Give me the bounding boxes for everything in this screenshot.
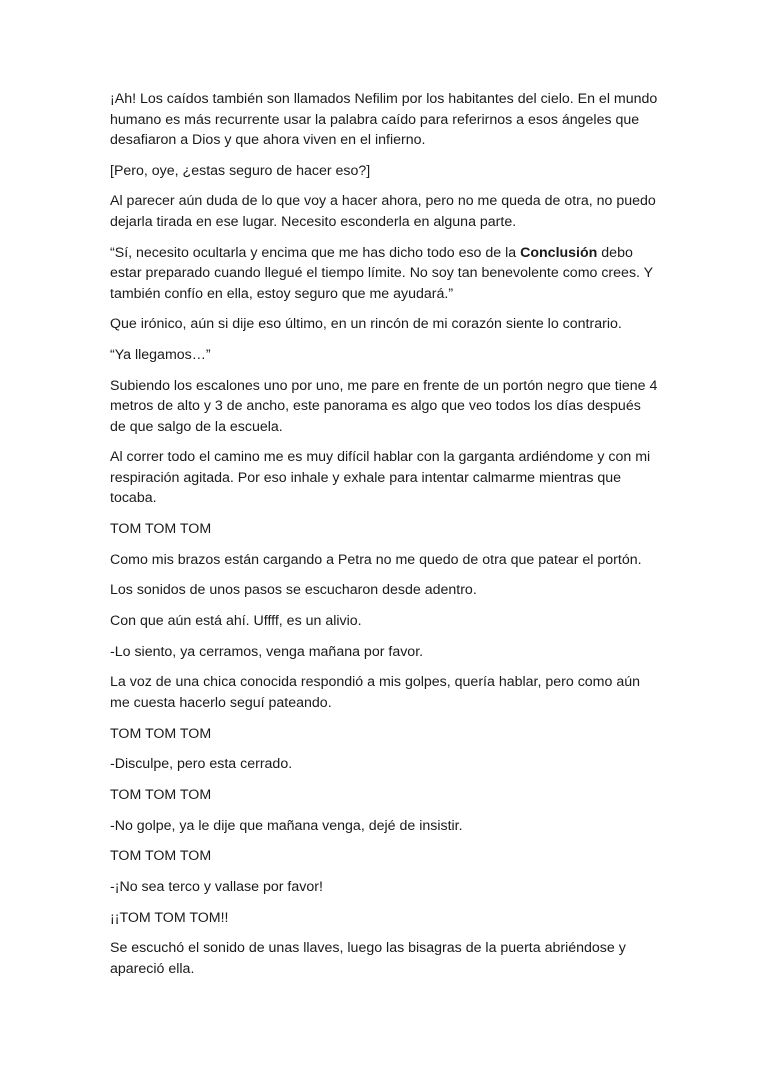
paragraph-text: “Sí, necesito ocultarla y encima que me has dicho todo eso de la [110,244,521,261]
paragraph: TOM TOM TOM [110,521,212,537]
paragraph: La voz de una chica conocida respondió a mis golpes, quería hablar, pero como aún me cuesta hacerlo seguí pateando. [110,674,641,711]
paragraph: [Pero, oye, ¿estas seguro de hacer eso?] [110,162,371,179]
paragraph: Se escuchó el sonido de unas llaves, luego las bisagras de la puerta abriéndose y apareció ella. [110,940,626,977]
paragraph: -¡No sea terco y vallase por favor! [110,879,323,896]
paragraph: Los sonidos de unos pasos se escucharon desde adentro. [110,582,477,599]
paragraph: -No golpe, ya le dije que mañana venga, dejé de insistir. [110,817,463,834]
paragraph: TOM TOM TOM [110,848,212,865]
paragraph: Que irónico, aún si dije eso último, en un rincón de mi corazón siente lo contrario. [110,316,622,333]
paragraph: Al correr todo el camino me es muy difícil hablar con la garganta ardiéndome y con mi respiración agitada. Por eso inhale y exhale para intentar calmarme mientras que tocaba. [110,449,651,507]
paragraph: ¡Ah! Los caídos también son llamados Nefilim por los habitantes del cielo. En el mundo humano es más recurrente usar la palabra caído para referirnos a esos ángeles que desafiaron a Dios y que ahora viven en el infierno. [110,91,658,148]
document-body [110,89,658,990]
paragraph: TOM TOM TOM [110,725,212,742]
paragraph: Como mis brazos están cargando a Petra no me quedo de otra que patear el portón. [110,551,642,568]
paragraph: Al parecer aún duda de lo que voy a hacer ahora, pero no me queda de otra, no puedo dejarla tirada en ese lugar. Necesito esconderla en alguna parte. [110,193,656,230]
paragraph: -Disculpe, pero esta cerrado. [110,756,293,773]
paragraph-text: debo estar preparado cuando llegué el tiempo límite. No soy tan benevolente como crees. Y también confío en ella, estoy seguro que me ayudará.” [110,244,653,302]
paragraph: “Ya llegamos…” [110,346,211,363]
paragraph: TOM TOM TOM [110,787,212,803]
paragraph: Subiendo los escalones uno por uno, me pare en frente de un portón negro que tiene 4 metros de alto y 3 de ancho, este panorama es algo que veo todos los días después de que salgo de la escuela. [110,377,658,435]
paragraph: -Lo siento, ya cerramos, venga mañana por favor. [110,643,424,660]
paragraph: Con que aún está ahí. Uffff, es un alivio. [110,613,362,630]
bold-term: Conclusión [520,244,598,261]
paragraph: ¡¡TOM TOM TOM!! [110,909,229,926]
paragraph [110,243,658,305]
